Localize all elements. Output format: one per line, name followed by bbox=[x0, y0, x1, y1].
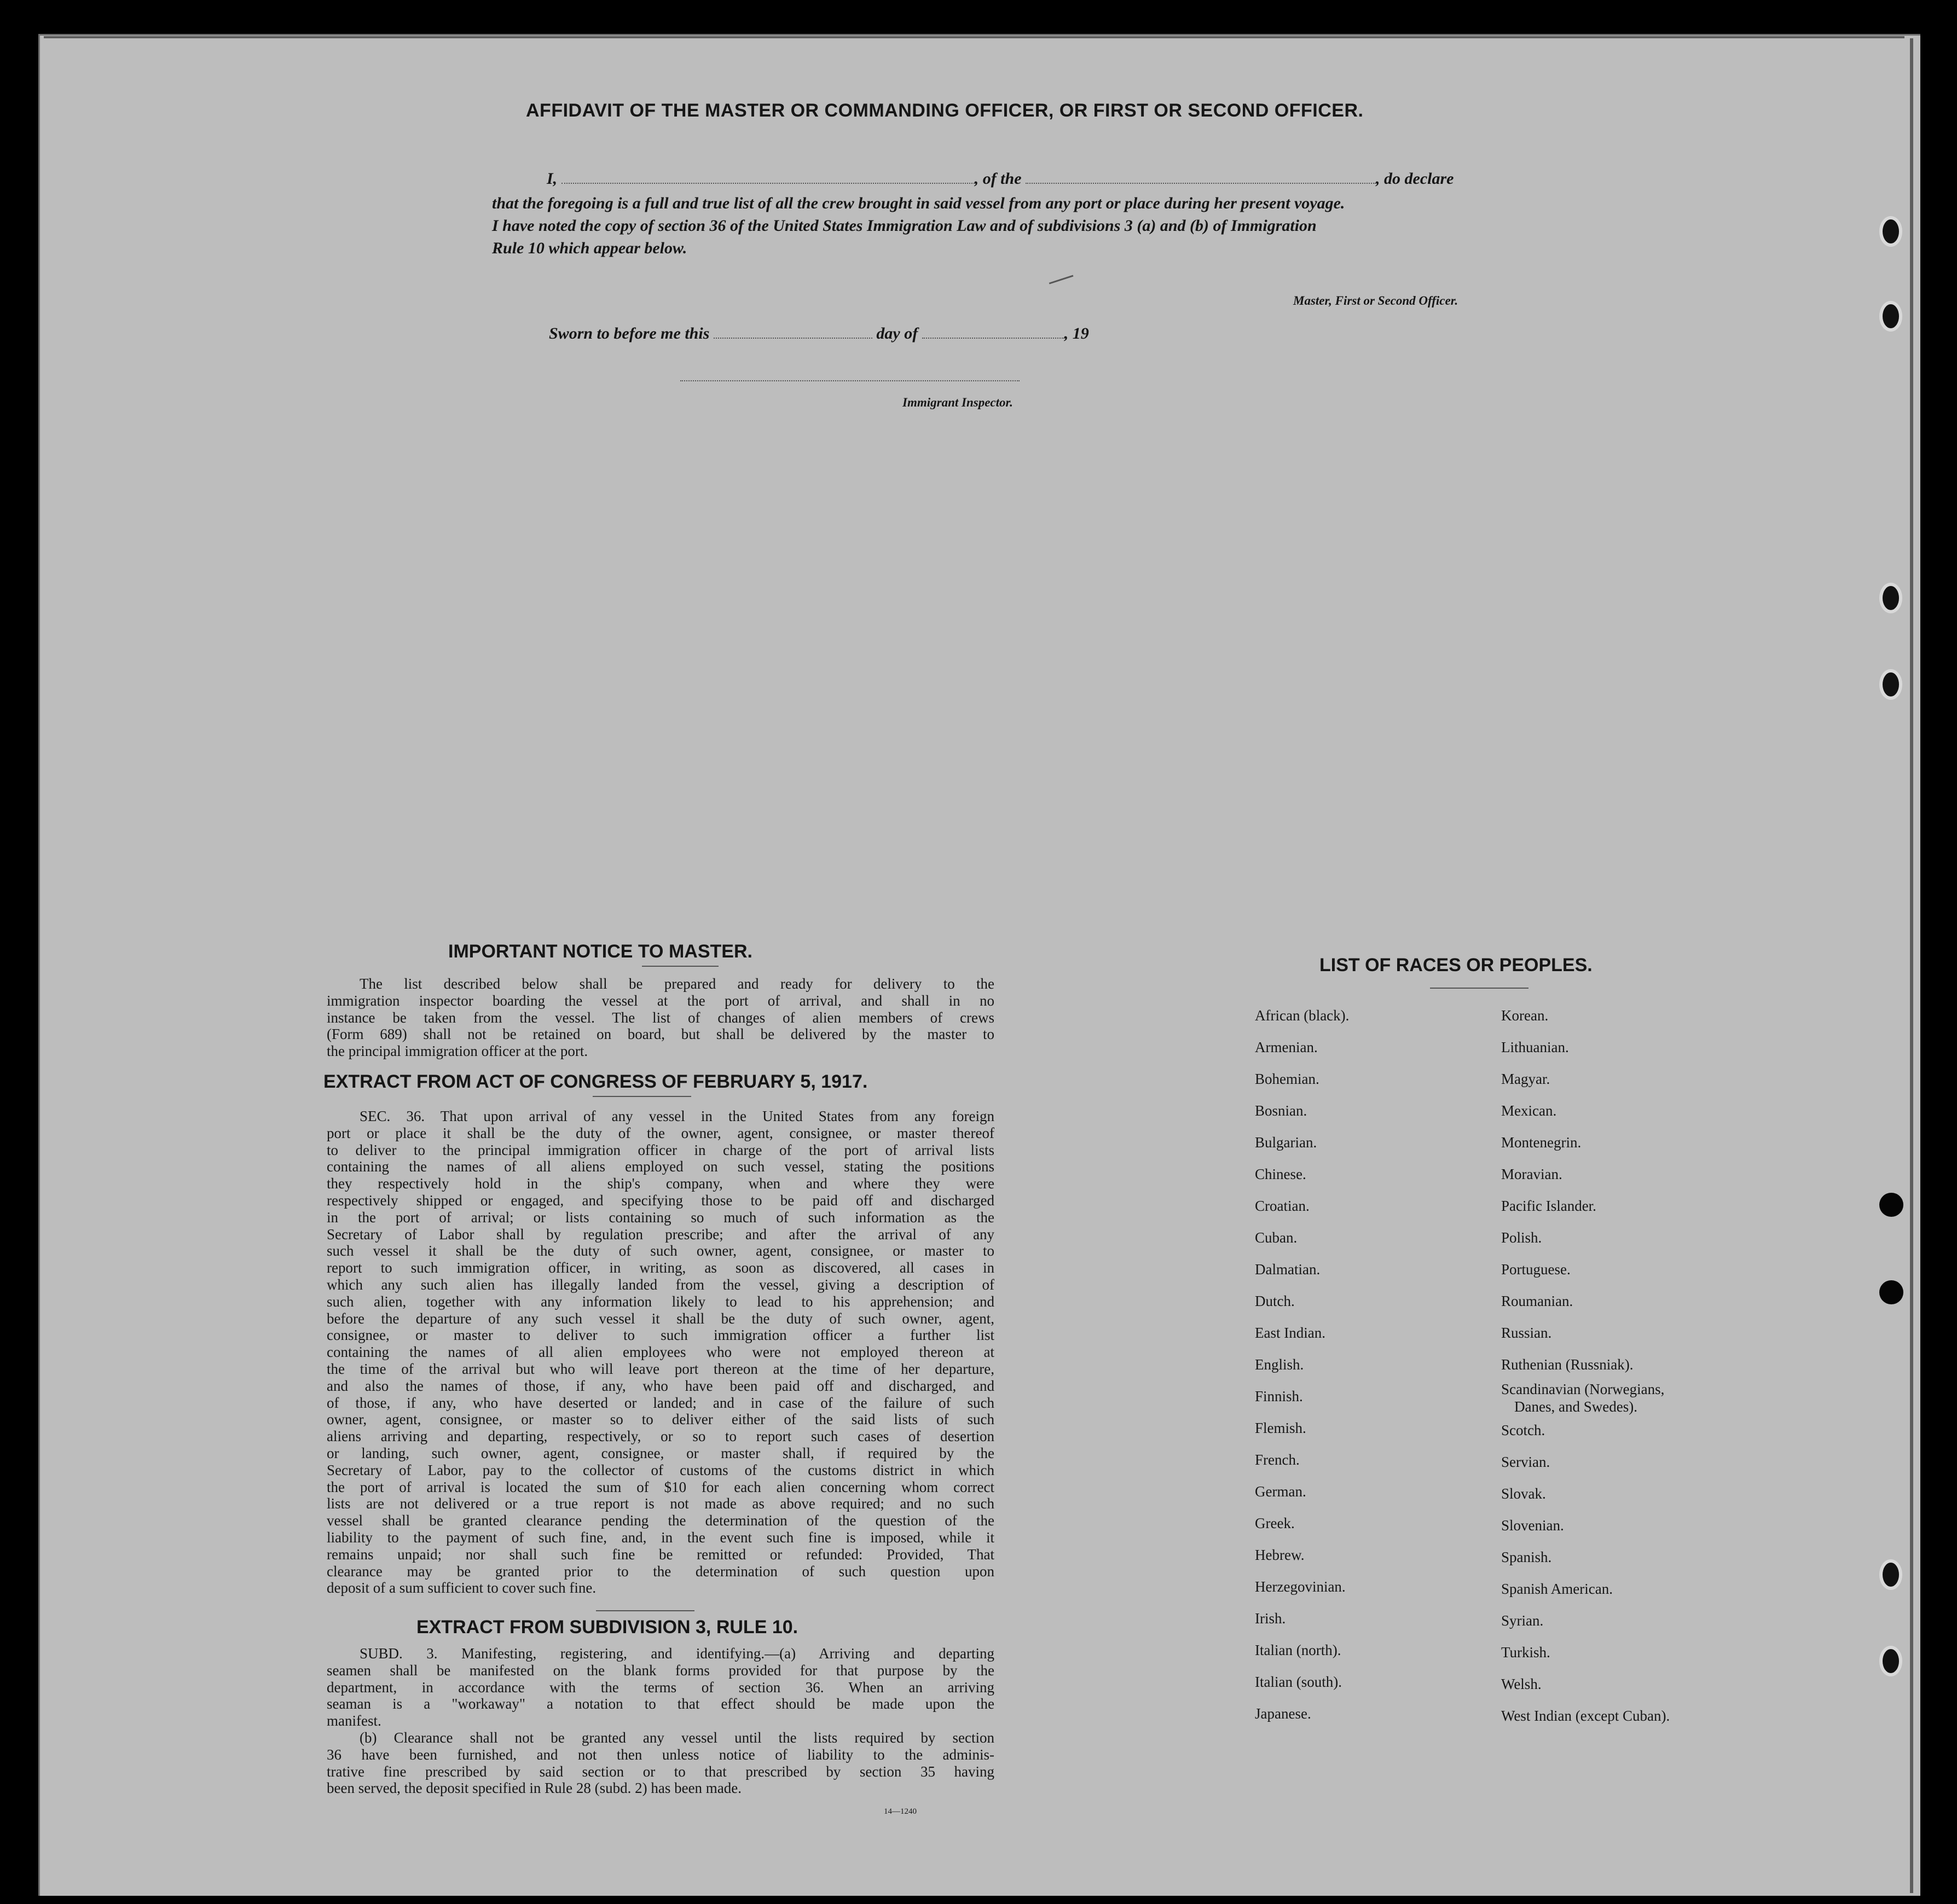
subdivision-top-rule bbox=[596, 1610, 694, 1611]
act-line: deposit of a sum sufficient to cover such fine. bbox=[327, 1580, 597, 1597]
act-line: containing the names of all aliens employed on such vessel, stating the positions bbox=[327, 1158, 994, 1175]
day-of-label: day of bbox=[876, 324, 918, 343]
race-item: Portuguese. bbox=[1501, 1261, 1571, 1278]
binder-hole bbox=[1879, 216, 1902, 247]
affidavit-do-declare: , do declare bbox=[1376, 170, 1454, 188]
subdivision-line: (b) Clearance shall not be granted any vessel until the lists required by section bbox=[360, 1729, 994, 1746]
race-item: Finnish. bbox=[1255, 1388, 1303, 1404]
subdivision-line: 36 have been furnished, and not then unless notice of liability to the adminis- bbox=[327, 1746, 994, 1763]
subdivision-heading: EXTRACT FROM SUBDIVISION 3, RULE 10. bbox=[416, 1617, 798, 1638]
race-item: Montenegrin. bbox=[1501, 1134, 1582, 1151]
act-line: liability to the payment of such fine, and, in the event such fine is imposed, while it bbox=[327, 1529, 994, 1546]
race-item: Scotch. bbox=[1501, 1422, 1545, 1438]
race-item: Mexican. bbox=[1501, 1102, 1557, 1119]
affidavit-title: AFFIDAVIT OF THE MASTER OR COMMANDING OFFICER, OR FIRST OR SECOND OFFICER. bbox=[526, 100, 1364, 121]
race-item: Danes, and Swedes). bbox=[1514, 1398, 1637, 1415]
sworn-day-field[interactable] bbox=[714, 337, 872, 339]
act-heading: EXTRACT FROM ACT OF CONGRESS OF FEBRUARY 5, 1917. bbox=[323, 1071, 868, 1092]
act-line: respectively shipped or engaged, and specifying those to be paid off and discharged bbox=[327, 1192, 994, 1209]
sworn-month-field[interactable] bbox=[922, 337, 1064, 339]
inspector-signature-line bbox=[680, 380, 1020, 381]
notice-line: (Form 689) shall not be retained on board, but shall be delivered by the master to bbox=[327, 1026, 994, 1043]
race-item: Slovenian. bbox=[1501, 1517, 1564, 1534]
race-item: Lithuanian. bbox=[1501, 1039, 1569, 1055]
act-line: such vessel it shall be the duty of such owner, agent, consignee, or master to bbox=[327, 1243, 994, 1259]
race-item: West Indian (except Cuban). bbox=[1501, 1708, 1670, 1724]
act-line: consignee, or master to deliver to such immigration officer a further list bbox=[327, 1327, 994, 1344]
race-item: East Indian. bbox=[1255, 1325, 1325, 1341]
race-item: Moravian. bbox=[1501, 1166, 1562, 1182]
race-item: Cuban. bbox=[1255, 1229, 1298, 1246]
race-item: Chinese. bbox=[1255, 1166, 1306, 1182]
notice-heading: IMPORTANT NOTICE TO MASTER. bbox=[448, 941, 752, 962]
race-item: Spanish American. bbox=[1501, 1581, 1613, 1597]
affidavit-of-the: , of the bbox=[974, 170, 1022, 188]
race-item: Russian. bbox=[1501, 1325, 1552, 1341]
act-line: vessel shall be granted clearance pending the determination of the question of the bbox=[327, 1512, 994, 1529]
race-item: Bohemian. bbox=[1255, 1071, 1319, 1087]
act-line: Secretary of Labor, pay to the collector of customs of the customs district in which bbox=[327, 1461, 994, 1478]
races-column-2 bbox=[1501, 1000, 1670, 1732]
affidavit-i: I, bbox=[547, 170, 558, 188]
race-item: Magyar. bbox=[1501, 1071, 1550, 1087]
subdivision-line: seaman is a "workaway" a notation to that effect should be made upon the bbox=[327, 1696, 994, 1713]
notice-line: instance be taken from the vessel. The list of changes of alien members of crews bbox=[327, 1009, 994, 1026]
form-number: 14—1240 bbox=[884, 1807, 917, 1816]
act-line: SEC. 36. That upon arrival of any vessel in the United States from any foreign bbox=[360, 1108, 994, 1124]
binder-hole bbox=[1879, 669, 1902, 700]
race-item: Dalmatian. bbox=[1255, 1261, 1321, 1278]
race-item: French. bbox=[1255, 1452, 1300, 1468]
race-item: Flemish. bbox=[1255, 1420, 1306, 1436]
race-item: Croatian. bbox=[1255, 1198, 1310, 1214]
race-item: Ruthenian (Russniak). bbox=[1501, 1356, 1634, 1373]
subdivision-line: SUBD. 3. Manifesting, registering, and identifying.—(a) Arriving and departing bbox=[360, 1645, 994, 1662]
binder-hole bbox=[1879, 1559, 1902, 1590]
act-line: owner, agent, consignee, or master so to deliver either of the said lists of such bbox=[327, 1411, 994, 1428]
race-item: Italian (south). bbox=[1255, 1674, 1342, 1690]
subdivision-line: seamen shall be manifested on the blank forms provided for that purpose by the bbox=[327, 1662, 994, 1679]
notice-heading-rule bbox=[642, 966, 719, 967]
subdivision-line: department, in accordance with the terms of section 36. When an arriving bbox=[327, 1679, 994, 1696]
sworn-label: Sworn to before me this bbox=[549, 324, 710, 343]
race-item: Pacific Islander. bbox=[1501, 1198, 1596, 1214]
notice-line: immigration inspector boarding the vessel at the port of arrival, and shall in no bbox=[327, 992, 994, 1009]
race-item: Greek. bbox=[1255, 1515, 1295, 1531]
affidavit-line2: that the foregoing is a full and true list of all the crew brought in said vessel from any port or place during her present voyage. bbox=[492, 194, 1345, 212]
year-label: , 19 bbox=[1064, 324, 1089, 343]
race-item: Herzegovinian. bbox=[1255, 1578, 1346, 1595]
race-item: Servian. bbox=[1501, 1454, 1550, 1470]
binder-hole bbox=[1879, 583, 1902, 613]
notice-body bbox=[327, 976, 994, 1060]
binder-hole bbox=[1879, 301, 1902, 332]
act-line: of those, if any, who have deserted or landed; and in case of the failure of such bbox=[327, 1394, 994, 1411]
act-line: remains unpaid; nor shall such fine be remitted or refunded: Provided, That bbox=[327, 1546, 994, 1563]
race-item: German. bbox=[1255, 1483, 1306, 1500]
act-line: in the port of arrival; or lists containing so much of such information as the bbox=[327, 1209, 994, 1226]
sworn-line bbox=[549, 324, 1089, 343]
race-item: Scandinavian (Norwegians, bbox=[1501, 1381, 1665, 1397]
notice-line: The list described below shall be prepared and ready for delivery to the bbox=[360, 976, 994, 992]
subdivision-line: trative fine prescribed by said section or to that prescribed by section 35 having bbox=[327, 1763, 994, 1780]
affidavit-line3: I have noted the copy of section 36 of the United States Immigration Law and of subdivisions 3 (a) and (b) of Immigration bbox=[492, 217, 1317, 235]
race-item: Welsh. bbox=[1501, 1676, 1542, 1692]
act-line: Secretary of Labor shall by regulation prescribe; and after the arrival of any bbox=[327, 1226, 994, 1243]
races-heading-rule bbox=[1430, 988, 1528, 989]
inspector-caption: Immigrant Inspector. bbox=[902, 396, 1013, 409]
act-body bbox=[327, 1108, 994, 1597]
races-column-1 bbox=[1255, 1000, 1349, 1729]
act-heading-rule bbox=[593, 1096, 691, 1097]
act-line: they respectively hold in the ship's company, when and where they were bbox=[327, 1175, 994, 1192]
act-line: the time of the arrival but who will leave port thereon at the time of her departure, bbox=[327, 1360, 994, 1377]
act-line: to deliver to the principal immigration officer in charge of the port of arrival lists bbox=[327, 1141, 994, 1158]
affidavit-line1 bbox=[547, 170, 1454, 188]
race-item: Turkish. bbox=[1501, 1644, 1550, 1661]
race-item: Japanese. bbox=[1255, 1705, 1311, 1722]
race-item: Bulgarian. bbox=[1255, 1134, 1317, 1151]
race-item: Roumanian. bbox=[1501, 1293, 1573, 1309]
act-line: which any such alien has illegally landed from the vessel, giving a description of bbox=[327, 1276, 994, 1293]
race-item: Armenian. bbox=[1255, 1039, 1318, 1055]
act-line: and also the names of those, if any, who have been paid off and discharged, and bbox=[327, 1377, 994, 1394]
act-line: such alien, together with any information likely to lead to his apprehension; and bbox=[327, 1293, 994, 1310]
binder-hole bbox=[1879, 1646, 1902, 1676]
race-item: Korean. bbox=[1501, 1007, 1549, 1024]
act-line: port or place it shall be the duty of the owner, agent, consignee, or master thereof bbox=[327, 1124, 994, 1141]
document-page bbox=[38, 34, 1920, 1896]
vessel-name-field[interactable] bbox=[1026, 182, 1376, 184]
act-line: the port of arrival is located the sum of $10 for each alien concerning whom correct bbox=[327, 1478, 994, 1495]
race-item: African (black). bbox=[1255, 1007, 1350, 1024]
race-item: Syrian. bbox=[1501, 1612, 1544, 1629]
races-heading: LIST OF RACES OR PEOPLES. bbox=[1319, 955, 1593, 976]
master-caption: Master, First or Second Officer. bbox=[1293, 294, 1458, 307]
page-edge-right bbox=[1910, 38, 1913, 1893]
act-line: lists are not delivered or a true report is not made as above required; and no such bbox=[327, 1495, 994, 1512]
race-item: Polish. bbox=[1501, 1229, 1542, 1246]
act-line: containing the names of all alien employees who were not employed thereon at bbox=[327, 1344, 994, 1361]
race-item: Hebrew. bbox=[1255, 1547, 1305, 1563]
act-line: before the departure of any such vessel it shall be the duty of such owner, agent, bbox=[327, 1310, 994, 1327]
race-item: English. bbox=[1255, 1356, 1304, 1373]
signature-scribble bbox=[1046, 264, 1074, 284]
race-item: Dutch. bbox=[1255, 1293, 1295, 1309]
act-line: report to such immigration officer, in writing, as soon as discovered, all cases in bbox=[327, 1259, 994, 1276]
page-edge-top bbox=[44, 36, 1904, 38]
subdivision-line: been served, the deposit specified in Rule 28 (subd. 2) has been made. bbox=[327, 1780, 742, 1797]
act-line: or landing, such owner, agent, consignee, or master shall, if required by the bbox=[327, 1444, 994, 1461]
race-item: Bosnian. bbox=[1255, 1102, 1307, 1119]
subdivision-line: manifest. bbox=[327, 1713, 381, 1729]
race-item: Slovak. bbox=[1501, 1485, 1546, 1502]
act-line: clearance may be granted prior to the determination of such question upon bbox=[327, 1563, 994, 1580]
master-name-field[interactable] bbox=[561, 182, 975, 184]
race-item: Irish. bbox=[1255, 1610, 1286, 1627]
notice-line: the principal immigration officer at the port. bbox=[327, 1043, 588, 1060]
race-item: Italian (north). bbox=[1255, 1642, 1341, 1658]
binder-hole bbox=[1879, 1280, 1903, 1304]
subdivision-body bbox=[327, 1645, 994, 1797]
affidavit-line4: Rule 10 which appear below. bbox=[492, 239, 687, 257]
act-line: aliens arriving and departing, respectively, or so to report such cases of desertion bbox=[327, 1428, 994, 1445]
race-item: Spanish. bbox=[1501, 1549, 1552, 1565]
binder-hole bbox=[1879, 1193, 1903, 1217]
